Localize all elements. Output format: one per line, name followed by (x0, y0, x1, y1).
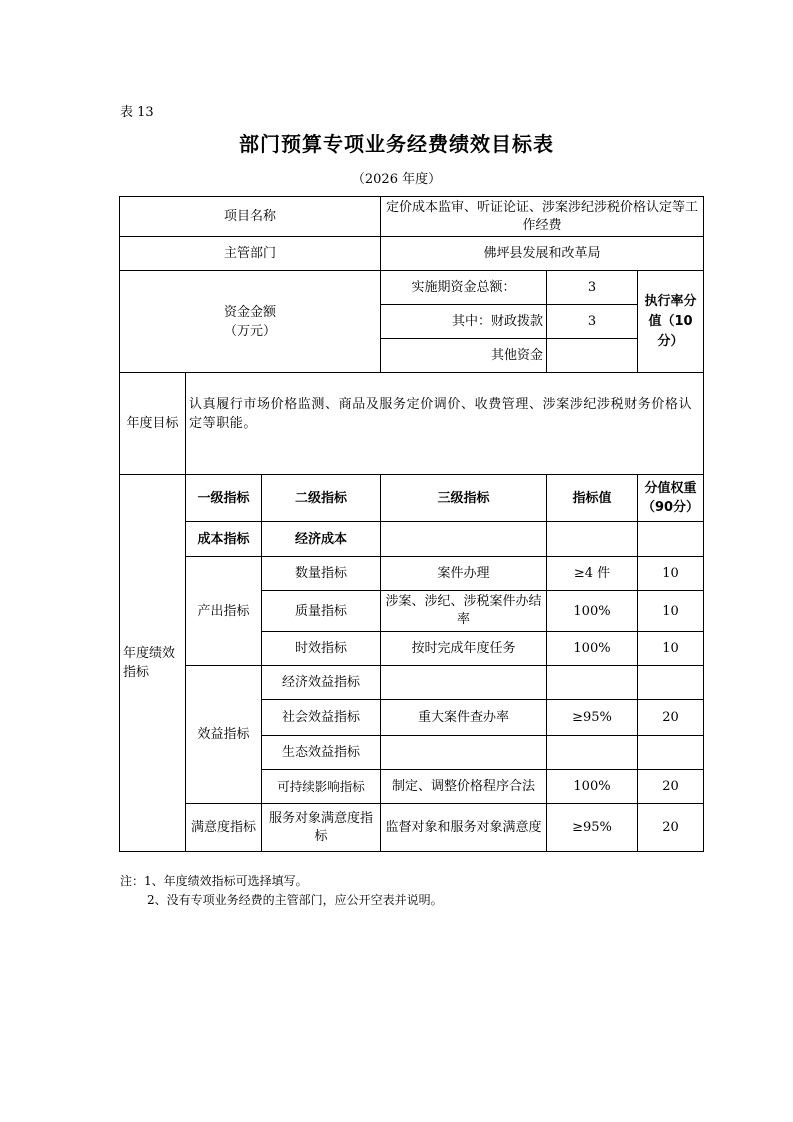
output-value: 100% (547, 632, 638, 666)
funds-total-label: 实施期资金总额： (381, 271, 547, 305)
benefit-level3 (381, 736, 547, 770)
header-weight: 分值权重（90分） (638, 475, 704, 522)
benefit-level3: 重大案件查办率 (381, 700, 547, 736)
header-level2: 二级指标 (262, 475, 381, 522)
satisfaction-weight: 20 (638, 804, 704, 852)
output-level3: 按时完成年度任务 (381, 632, 547, 666)
benefit-level2: 社会效益指标 (262, 700, 381, 736)
satisfaction-level2: 服务对象满意度指标 (262, 804, 381, 852)
funds-label-cell (120, 271, 381, 373)
annual-goal-text: 认真履行市场价格监测、商品及服务定价调价、收费管理、涉案涉纪涉税财务价格认定等职能。 (186, 373, 704, 475)
benefit-level2: 经济效益指标 (262, 666, 381, 700)
benefit-value (547, 666, 638, 700)
output-level3: 案件办理 (381, 557, 547, 591)
output-weight: 10 (638, 557, 704, 591)
footnote-1: 注：1、年度绩效指标可选择填写。 (120, 874, 308, 888)
output-level2: 时效指标 (262, 632, 381, 666)
benefit-weight (638, 666, 704, 700)
footnotes (120, 872, 443, 910)
funds-label: 资金金额 (223, 304, 276, 320)
benefit-value: ≥95% (547, 700, 638, 736)
header-level1: 一级指标 (186, 475, 262, 522)
benefit-weight: 20 (638, 700, 704, 736)
project-name-label: 项目名称 (120, 197, 381, 237)
output-value: 100% (547, 591, 638, 632)
cost-weight (638, 522, 704, 557)
funds-total-value: 3 (547, 271, 638, 305)
benefit-level1: 效益指标 (186, 666, 262, 804)
project-name-value: 定价成本监审、听证论证、涉案涉纪涉税价格认定等工作经费 (381, 197, 704, 237)
annual-goal-label: 年度目标 (120, 373, 186, 475)
satisfaction-value: ≥95% (547, 804, 638, 852)
funds-other-label: 其他资金 (381, 339, 547, 373)
cost-level3 (381, 522, 547, 557)
benefit-level2: 生态效益指标 (262, 736, 381, 770)
satisfaction-level3: 监督对象和服务对象满意度 (381, 804, 547, 852)
benefit-weight: 20 (638, 770, 704, 804)
output-value: ≥4 件 (547, 557, 638, 591)
cost-value (547, 522, 638, 557)
output-level2: 数量指标 (262, 557, 381, 591)
page-title: 部门预算专项业务经费绩效目标表 (239, 132, 554, 156)
benefit-value (547, 736, 638, 770)
footnote-2: 2、没有专项业务经费的主管部门，应公开空表并说明。 (147, 893, 443, 907)
performance-table (119, 196, 704, 852)
output-level1: 产出指标 (186, 557, 262, 666)
annual-indicators-label: 年度绩效指标 (120, 475, 186, 852)
funds-fiscal-label: 其中：财政拨款 (381, 305, 547, 339)
cost-level1: 成本指标 (186, 522, 262, 557)
benefit-value: 100% (547, 770, 638, 804)
header-value: 指标值 (547, 475, 638, 522)
satisfaction-level1: 满意度指标 (186, 804, 262, 852)
benefit-weight (638, 736, 704, 770)
funds-unit: （万元） (223, 323, 276, 339)
output-level2: 质量指标 (262, 591, 381, 632)
funds-other-value (547, 339, 638, 373)
output-weight: 10 (638, 591, 704, 632)
funds-fiscal-value: 3 (547, 305, 638, 339)
cost-level2: 经济成本 (262, 522, 381, 557)
benefit-level3 (381, 666, 547, 700)
department-label: 主管部门 (120, 237, 381, 271)
year-label: （2026 年度） (351, 172, 442, 187)
table-number: 表 13 (120, 105, 154, 120)
header-level3: 三级指标 (381, 475, 547, 522)
benefit-level2: 可持续影响指标 (262, 770, 381, 804)
benefit-level3: 制定、调整价格程序合法 (381, 770, 547, 804)
output-level3: 涉案、涉纪、涉税案件办结率 (381, 591, 547, 632)
output-weight: 10 (638, 632, 704, 666)
department-value: 佛坪县发展和改革局 (381, 237, 704, 271)
execution-score-label: 执行率分值（10分） (638, 271, 704, 373)
